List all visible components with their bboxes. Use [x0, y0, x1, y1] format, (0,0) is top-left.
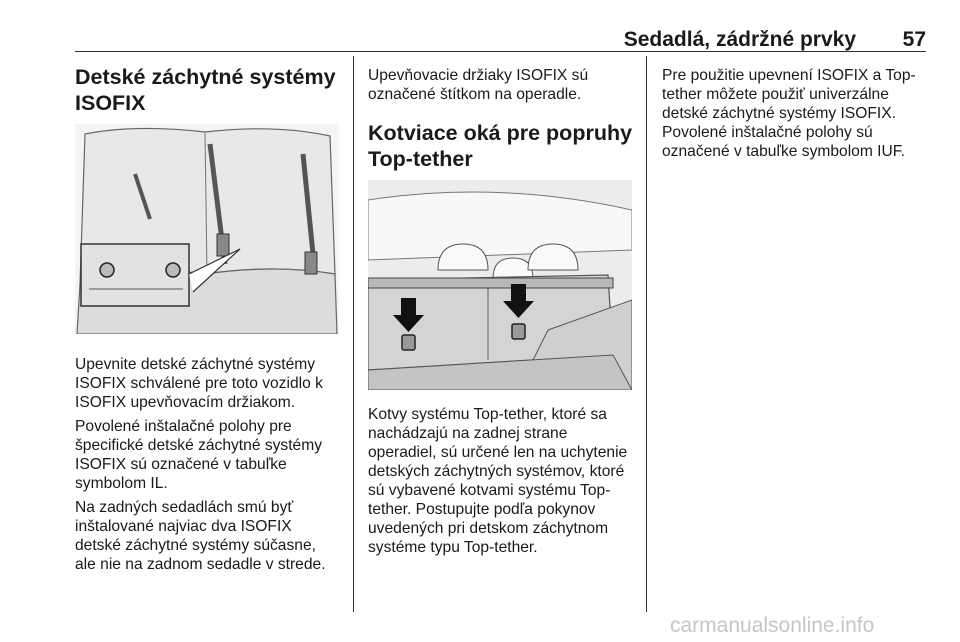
- column-divider: [353, 56, 354, 612]
- column-1-text: [75, 355, 339, 579]
- top-tether-paragraph: Kotvy systému Top-tether, ktoré sa nachádzajú na zadnej strane operadiel, sú určené len na uchytenie detských záchytných systémov, ktoré sú vybavené kotvami systému Top-tether. Postupujte podľa pokynov uvedených pri detskom záchytnom systéme typu Top-tether.: [368, 406, 628, 556]
- isofix-seat-illustration: [75, 124, 339, 334]
- page-header: [75, 28, 926, 52]
- column-3: [662, 66, 926, 166]
- top-tether-trunk-illustration: [368, 180, 632, 390]
- column-2: [368, 66, 636, 172]
- isofix-paragraph-2: Povolené inštalačné polohy pre špecifické detské záchytné systémy ISOFIX sú označené v tabuľke symbolom IL.: [75, 418, 323, 492]
- column-divider: [646, 56, 647, 612]
- top-tether-figure: [368, 180, 632, 390]
- top-tether-heading: Kotviace oká pre popruhy Top-tether: [368, 121, 633, 171]
- isofix-figure: [75, 124, 339, 334]
- header-rule: [75, 51, 926, 52]
- column-1: [75, 64, 345, 116]
- isofix-label-note: Upevňovacie držiaky ISOFIX sú označené štítkom na operadle.: [368, 67, 589, 103]
- section-title: Sedadlá, zádržné prvky: [623, 28, 856, 51]
- isofix-paragraph-3: Na zadných sedadlách smú byť inštalované najviac dva ISOFIX detské záchytné systémy súčasne, ale nie na zadnom sedadle v strede.: [75, 499, 326, 573]
- iuf-paragraph: Pre použitie upevnení ISOFIX a Top-tether môžete použiť univerzálne detské záchytné systémy ISOFIX. Povolené inštalačné polohy sú označené v tabuľke symbolom IUF.: [662, 67, 916, 160]
- column-2-text: [368, 405, 636, 562]
- page-number: 57: [902, 28, 926, 51]
- isofix-heading: Detské záchytné systémy ISOFIX: [75, 65, 336, 115]
- isofix-paragraph-1: Upevnite detské záchytné systémy ISOFIX schválené pre toto vozidlo k ISOFIX upevňovacím držiakom.: [75, 356, 323, 411]
- watermark: carmanualsonline.info: [670, 614, 875, 637]
